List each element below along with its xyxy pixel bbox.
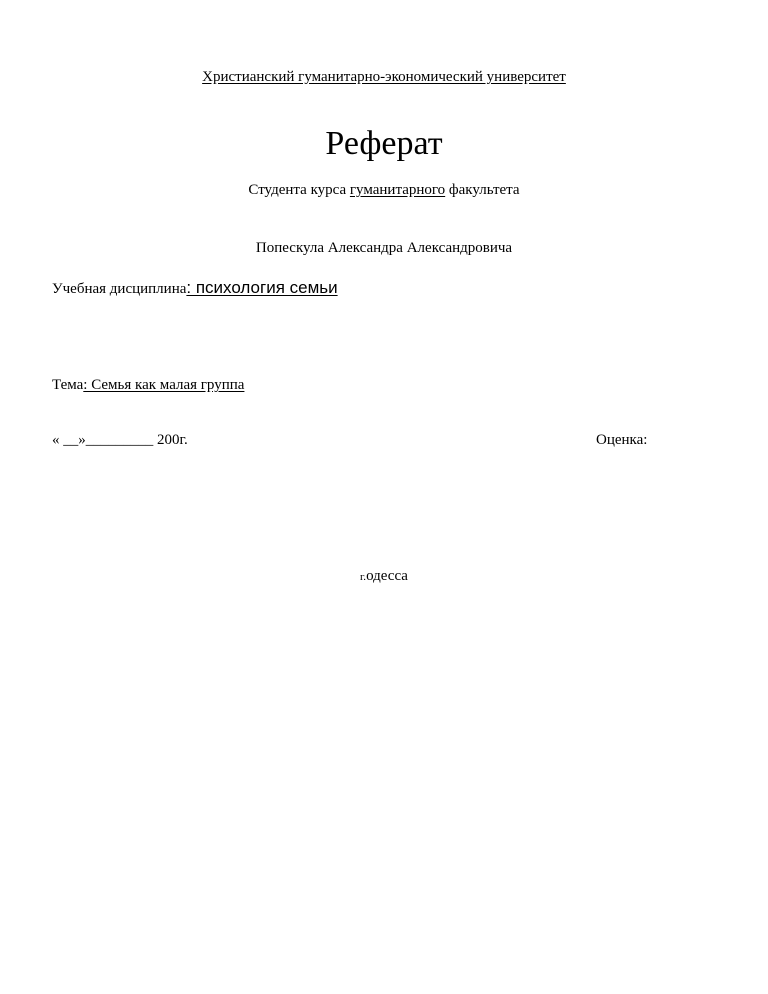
city-line [0,567,768,586]
city-name: одесса [366,568,408,584]
university-name [0,68,768,86]
student-course-line [0,181,768,199]
document-title: Реферат [325,125,443,162]
university-name-text: Христианский гуманитарно-экономический университет [202,69,566,85]
student-prefix: Студента курса [248,182,350,198]
grade-label: Оценка: [596,432,648,448]
student-name: Попескула Александра Александровича [255,240,513,256]
topic-line [52,376,244,394]
discipline-value: : психология семьи [186,278,338,297]
city-prefix: г. [360,571,367,583]
topic-label: Тема [52,377,84,393]
faculty-word: гуманитарного [349,182,446,198]
discipline-line [52,279,338,298]
student-suffix: факультета [445,182,520,198]
date-line: « __»_________ 200г. [52,432,188,448]
topic-value: : Семья как малая группа [83,377,245,393]
discipline-label: Учебная дисциплина [52,281,187,297]
